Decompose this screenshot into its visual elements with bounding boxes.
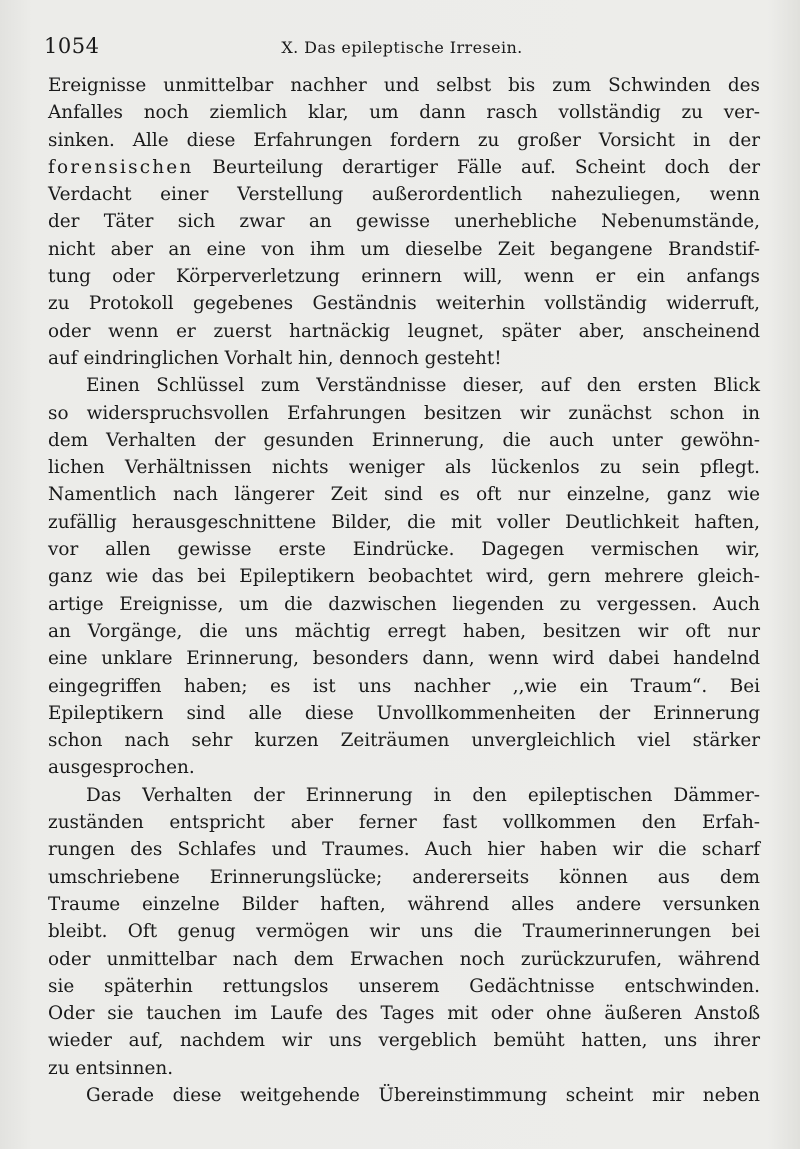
text-line: sie späterhin rettungslos unserem Gedächtnisse entschwinden. xyxy=(48,975,760,997)
text-line: oder unmittelbar nach dem Erwachen noch zurückzurufen, während xyxy=(48,948,760,970)
text-line: tung oder Körperverletzung erinnern will, wenn er ein anfangs xyxy=(48,266,760,288)
text-line: eine unklare Erinnerung, besonders dann, wenn wird dabei handelnd xyxy=(48,648,760,670)
text-line: Das Verhalten der Erinnerung in den epileptischen Dämmer- xyxy=(86,784,760,806)
text-line: Verdacht einer Verstellung außerordentlich nahezuliegen, wenn xyxy=(48,184,760,206)
running-head: X. Das epileptische Irresein. xyxy=(281,38,523,57)
text-line: zufällig herausgeschnittene Bilder, die mit voller Deutlichkeit haften, xyxy=(48,511,760,533)
text-line: oder wenn er zuerst hartnäckig leugnet, später aber, anscheinend xyxy=(48,320,760,342)
text-line: Gerade diese weitgehende Übereinstimmung scheint mir neben xyxy=(86,1084,760,1106)
emphasized-word: forensischen xyxy=(48,156,194,178)
text-line: lichen Verhältnissen nichts weniger als lückenlos zu sein pflegt. xyxy=(48,457,760,479)
text-line: Ereignisse unmittelbar nachher und selbst bis zum Schwinden des xyxy=(48,75,760,96)
text-line: Namentlich nach längerer Zeit sind es oft nur einzelne, ganz wie xyxy=(48,484,760,506)
text-line: Oder sie tauchen im Laufe des Tages mit oder ohne äußeren Anstoß xyxy=(48,1003,760,1025)
text-line: zu Protokoll gegebenes Geständnis weiterhin vollständig widerruft, xyxy=(48,293,760,315)
text-line: an Vorgänge, die uns mächtig erregt haben, besitzen wir oft nur xyxy=(48,620,760,642)
text-line: dem Verhalten der gesunden Erinnerung, die auch unter gewöhn- xyxy=(48,429,760,451)
body-text xyxy=(48,72,760,1109)
text-line: ganz wie das bei Epileptikern beobachtet wird, gern mehrere gleich- xyxy=(48,566,760,588)
text-line: wieder auf, nachdem wir uns vergeblich bemüht hatten, uns ihrer xyxy=(48,1030,760,1052)
text-line: Einen Schlüssel zum Verständnisse dieser, auf den ersten Blick xyxy=(86,375,760,397)
text-line: Traume einzelne Bilder haften, während alles andere versunken xyxy=(48,893,760,915)
page-header xyxy=(44,34,760,60)
text-line: zuständen entspricht aber ferner fast vollkommen den Erfah- xyxy=(48,812,760,834)
text-line: der Täter sich zwar an gewisse unerhebliche Nebenumstände, xyxy=(48,211,760,233)
text-line: ausgesprochen. xyxy=(48,757,195,779)
text-line: bleibt. Oft genug vermögen wir uns die Traumerinnerungen bei xyxy=(48,921,760,943)
text-line: artige Ereignisse, um die dazwischen liegenden zu vergessen. Auch xyxy=(48,593,760,615)
text-line-rest: Beurteilung derartiger Fälle auf. Scheint doch der xyxy=(193,156,760,178)
page-number: 1054 xyxy=(44,34,100,58)
text-line: auf eindringlichen Vorhalt hin, dennoch gesteht! xyxy=(48,347,502,369)
text-line: nicht aber an eine von ihm um dieselbe Zeit begangene Brandstif- xyxy=(48,238,760,260)
text-line: rungen des Schlafes und Traumes. Auch hier haben wir die scharf xyxy=(48,839,760,861)
text-line: schon nach sehr kurzen Zeiträumen unvergleichlich viel stärker xyxy=(48,730,760,752)
text-line: Epileptikern sind alle diese Unvollkommenheiten der Erinnerung xyxy=(48,702,760,724)
text-line: sinken. Alle diese Erfahrungen fordern zu großer Vorsicht in der xyxy=(48,129,760,151)
text-line: vor allen gewisse erste Eindrücke. Dagegen vermischen wir, xyxy=(48,539,760,561)
text-line xyxy=(48,154,760,181)
text-line: eingegriffen haben; es ist uns nachher ,,wie ein Traum“. Bei xyxy=(48,675,760,697)
text-line: Anfalles noch ziemlich klar, um dann rasch vollständig zu ver- xyxy=(48,102,760,124)
text-line: zu entsinnen. xyxy=(48,1057,174,1079)
text-line: so widerspruchsvollen Erfahrungen besitzen wir zunächst schon in xyxy=(48,402,760,424)
text-line: umschriebene Erinnerungslücke; andererseits können aus dem xyxy=(48,866,760,888)
